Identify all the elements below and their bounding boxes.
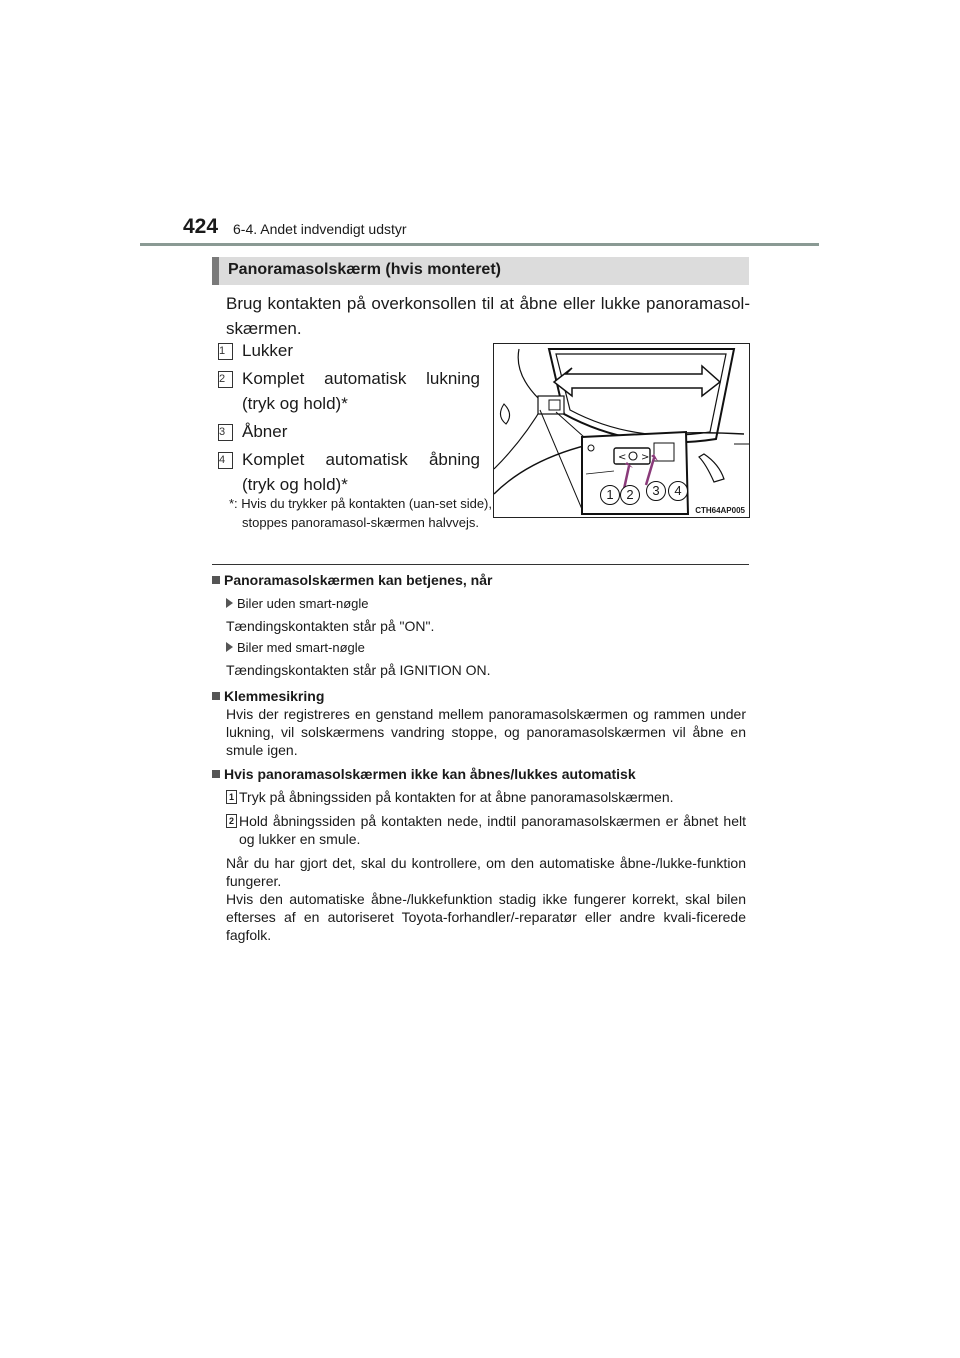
legend-number: 3 <box>218 424 233 441</box>
square-bullet-icon <box>212 692 220 700</box>
intro-text: Brug kontakten på overkonsollen til at åbne eller lukke panoramasol-skærmen. <box>226 294 750 338</box>
case-label: Biler uden smart-nøgle <box>226 593 746 615</box>
note-heading: Panoramasolskærmen kan betjenes, når <box>212 571 746 589</box>
step-number: 2 <box>226 814 237 828</box>
step-text: Tryk på åbningssiden på kontakten for at åbne panoramasolskærmen. <box>239 789 674 805</box>
note-text: Hvis der registreres en genstand mellem panoramasolskærmen og rammen under lukning, vil solskærmens vandring stoppe, og panoramasolskærmen vil åbne en smule igen. <box>226 706 746 758</box>
square-bullet-icon <box>212 770 220 778</box>
step-item <box>226 812 746 848</box>
header-rule <box>140 243 819 246</box>
chapter-title: 6-4. Andet indvendigt udstyr <box>233 221 407 237</box>
legend-number: 4 <box>218 452 233 469</box>
step-text: Hold åbningssiden på kontakten nede, indtil panoramasolskærmen er åbnet helt og lukker en smule. <box>239 813 746 847</box>
legend-number: 2 <box>218 371 233 388</box>
figure-code: CTH64AP005 <box>695 506 745 515</box>
triangle-bullet-icon <box>226 598 233 608</box>
note-heading: Hvis panoramasolskærmen ikke kan åbnes/lukkes automatisk <box>212 765 746 783</box>
step-number: 1 <box>226 790 237 804</box>
case-text: Tændingskontakten står på IGNITION ON. <box>226 662 491 678</box>
figure-callouts <box>600 485 690 507</box>
section-divider <box>212 564 749 565</box>
sunshade-switch-illustration <box>493 343 750 518</box>
legend-item <box>218 447 480 497</box>
legend-text: Komplet automatisk åbning (tryk og hold)* <box>242 450 480 494</box>
notes-section <box>212 571 746 950</box>
note-text: Hvis den automatiske åbne-/lukkefunktion stadig ikke fungerer korrekt, skal bilen efterses af en autoriseret Toyota-forhandler/-reparatør eller andre kvali-ficerede fagfolk. <box>226 891 746 943</box>
section-title: Panoramasolskærm (hvis monteret) <box>228 261 501 278</box>
legend-text: Lukker <box>242 341 294 360</box>
note-text: Når du har gjort det, skal du kontrollere, om den automatiske åbne-/lukke-funktion fungerer. <box>226 855 746 889</box>
legend-list <box>218 338 480 500</box>
section-heading <box>212 257 749 285</box>
callout-3: 3 <box>646 481 666 501</box>
step-item <box>226 788 746 806</box>
note-heading: Klemmesikring <box>212 687 746 705</box>
case-text: Tændingskontakten står på "ON". <box>226 618 435 634</box>
legend-number: 1 <box>218 343 233 360</box>
footnote: *: Hvis du trykker på kontakten (uan-set side), stoppes panoramasol-skærmen halvvejs. <box>229 496 493 530</box>
callout-1: 1 <box>600 485 620 505</box>
callout-2: 2 <box>620 485 640 505</box>
legend-item <box>218 419 480 444</box>
legend-text: Komplet automatisk lukning (tryk og hold)* <box>242 369 480 413</box>
page-number: 424 <box>183 215 219 238</box>
legend-item <box>218 366 480 416</box>
case-label: Biler med smart-nøgle <box>226 637 746 659</box>
triangle-bullet-icon <box>226 642 233 652</box>
svg-text:>: > <box>641 452 650 463</box>
square-bullet-icon <box>212 576 220 584</box>
svg-text:<: < <box>618 452 627 463</box>
legend-text: Åbner <box>242 422 288 441</box>
callout-4: 4 <box>668 481 688 501</box>
legend-item <box>218 338 480 363</box>
